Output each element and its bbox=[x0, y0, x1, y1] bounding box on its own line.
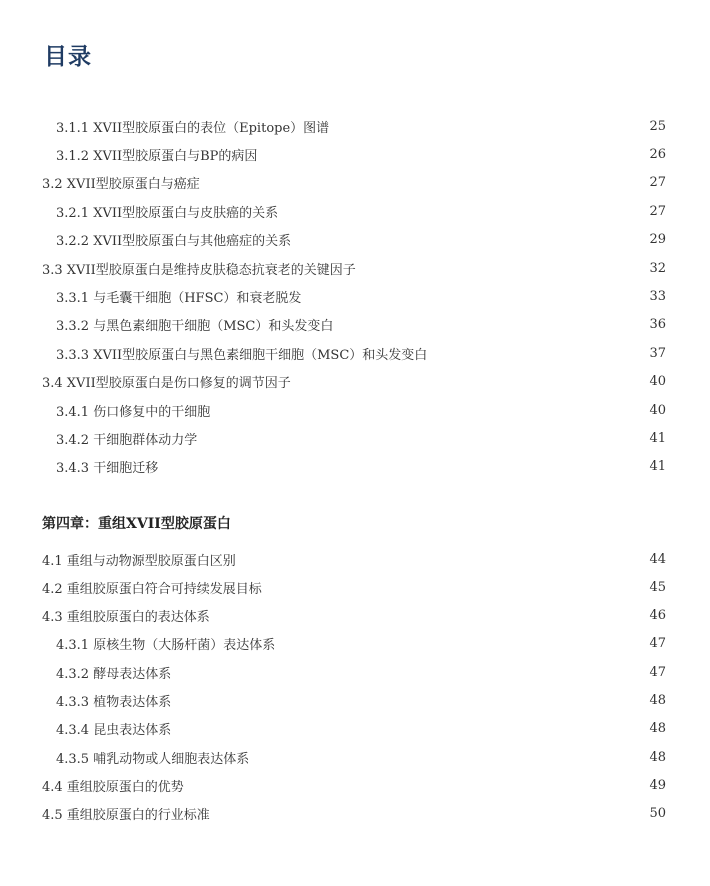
chapter-heading: 第四章：重组XVII型胶原蛋白 bbox=[42, 516, 231, 532]
toc-entry-label: 3.4 XVII型胶原蛋白是伤口修复的调节因子 bbox=[42, 376, 291, 392]
toc-entry-label: 3.4.3 干细胞迁移 bbox=[56, 461, 159, 477]
toc-entry-label: 4.3.4 昆虫表达体系 bbox=[56, 723, 172, 739]
toc-entry[interactable] bbox=[56, 691, 666, 711]
toc-entry[interactable] bbox=[56, 201, 666, 221]
toc-entry-page-number: 48 bbox=[649, 721, 666, 737]
toc-entry[interactable] bbox=[56, 719, 666, 739]
toc-entry-page-number: 36 bbox=[649, 317, 666, 333]
toc-entry[interactable] bbox=[56, 428, 666, 448]
toc-entry[interactable] bbox=[56, 286, 666, 306]
toc-entry-page-number: 47 bbox=[649, 664, 666, 680]
toc-entry[interactable] bbox=[56, 634, 666, 654]
toc-entry-label: 3.3.3 XVII型胶原蛋白与黑色素细胞干细胞（MSC）和头发变白 bbox=[56, 347, 428, 363]
toc-entry[interactable] bbox=[42, 173, 666, 193]
toc-entry-page-number: 48 bbox=[649, 693, 666, 708]
toc-entry[interactable] bbox=[42, 577, 666, 597]
toc-entry-page-number: 50 bbox=[649, 806, 666, 822]
toc-entry-page-number: 37 bbox=[649, 345, 666, 361]
toc-entry-label: 3.1.1 XVII型胶原蛋白的表位（Epitope）图谱 bbox=[56, 120, 330, 136]
toc-entry-label: 4.2 重组胶原蛋白符合可持续发展目标 bbox=[42, 581, 262, 597]
toc-entry[interactable] bbox=[56, 662, 666, 682]
toc-entry-page-number: 33 bbox=[649, 288, 666, 304]
toc-entry-page-number: 45 bbox=[649, 579, 666, 595]
toc-entry-label: 3.4.1 伤口修复中的干细胞 bbox=[56, 404, 211, 420]
toc-entry-label: 3.3.1 与毛囊干细胞（HFSC）和衰老脱发 bbox=[56, 290, 302, 306]
toc-entry-page-number: 41 bbox=[649, 430, 666, 446]
toc-entry-label: 4.3.1 原核生物（大肠杆菌）表达体系 bbox=[56, 638, 276, 654]
toc-entry-page-number: 32 bbox=[649, 260, 666, 276]
toc-entry-label: 4.3.2 酵母表达体系 bbox=[56, 666, 172, 682]
toc-entry[interactable] bbox=[56, 230, 666, 250]
toc-entry[interactable] bbox=[56, 747, 666, 767]
toc-entry[interactable] bbox=[42, 606, 666, 626]
toc-entry-label: 3.2 XVII型胶原蛋白与癌症 bbox=[42, 177, 200, 193]
toc-entry-page-number: 40 bbox=[649, 374, 666, 390]
toc-entry-label: 3.2.1 XVII型胶原蛋白与皮肤癌的关系 bbox=[56, 205, 279, 221]
toc-entry-page-number: 41 bbox=[649, 459, 666, 475]
toc-entry-label: 3.3 XVII型胶原蛋白是维持皮肤稳态抗衰老的关键因子 bbox=[42, 262, 356, 278]
toc-entry-label: 3.1.2 XVII型胶原蛋白与BP的病因 bbox=[56, 148, 258, 164]
toc-entry-page-number: 44 bbox=[649, 551, 666, 567]
toc-entry[interactable] bbox=[42, 258, 666, 278]
toc-entry-page-number: 26 bbox=[649, 146, 666, 162]
toc-entry-label: 3.2.2 XVII型胶原蛋白与其他癌症的关系 bbox=[56, 234, 292, 250]
toc-entry[interactable] bbox=[42, 372, 666, 392]
toc-entry-page-number: 29 bbox=[649, 232, 666, 248]
toc-entry[interactable] bbox=[56, 116, 666, 136]
toc-entry[interactable] bbox=[56, 315, 666, 335]
toc-entry-page-number: 40 bbox=[649, 402, 666, 418]
toc-entry[interactable] bbox=[56, 400, 666, 420]
toc-entry-page-number: 46 bbox=[649, 608, 666, 624]
toc-entry-label: 4.3.3 植物表达体系 bbox=[56, 695, 172, 710]
toc-entry-label: 4.4 重组胶原蛋白的优势 bbox=[42, 779, 184, 795]
page-title: 目录 bbox=[44, 44, 92, 70]
toc-entry-label: 4.3.5 哺乳动物或人细胞表达体系 bbox=[56, 751, 250, 767]
toc-entry-page-number: 47 bbox=[649, 636, 666, 652]
toc-entry-page-number: 27 bbox=[649, 203, 666, 219]
toc-entry[interactable] bbox=[42, 775, 666, 795]
toc-entry-label: 3.4.2 干细胞群体动力学 bbox=[56, 432, 198, 448]
toc-entry-label: 4.3 重组胶原蛋白的表达体系 bbox=[42, 610, 210, 626]
toc-entry[interactable] bbox=[56, 144, 666, 164]
toc-entry[interactable] bbox=[42, 549, 666, 569]
toc-entry[interactable] bbox=[42, 804, 666, 824]
toc-entry-label: 3.3.2 与黑色素细胞干细胞（MSC）和头发变白 bbox=[56, 319, 334, 335]
toc-entry-page-number: 27 bbox=[649, 175, 666, 191]
toc-entry[interactable] bbox=[56, 343, 666, 363]
toc-entry-label: 4.1 重组与动物源型胶原蛋白区别 bbox=[42, 553, 236, 569]
toc-entry-label: 4.5 重组胶原蛋白的行业标准 bbox=[42, 808, 210, 824]
toc-entry-page-number: 25 bbox=[649, 118, 666, 134]
toc-entry[interactable] bbox=[56, 457, 666, 477]
toc-entry-page-number: 49 bbox=[649, 777, 666, 793]
toc-entry-page-number: 48 bbox=[649, 749, 666, 765]
